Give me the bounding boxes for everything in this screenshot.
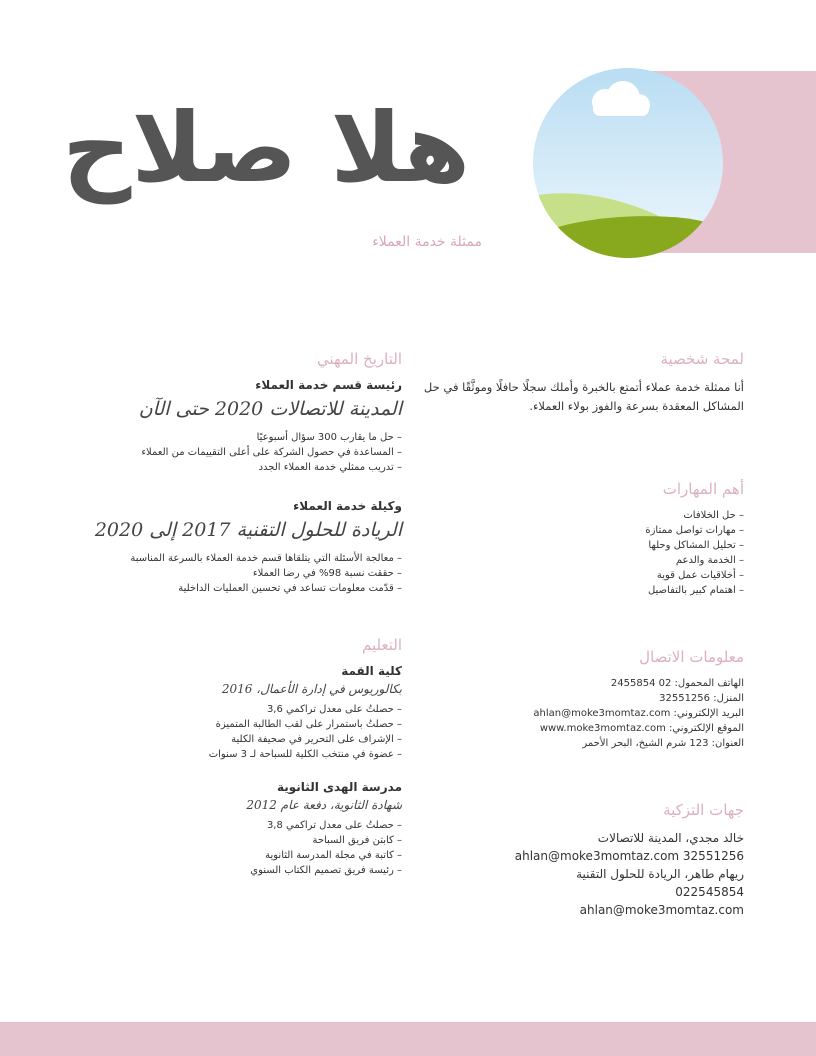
school-entry (60, 780, 402, 878)
profile-section (420, 350, 744, 416)
list-item: – اهتمام كبير بالتفاصيل (420, 583, 744, 598)
list-item: – حصلتُ على معدل تراكمي 3,6 (60, 702, 402, 717)
school-degree: شهادة الثانوية، دفعة عام 2012 (246, 798, 402, 812)
applicant-name: هلا صلاح (62, 92, 470, 204)
contact-website: الموقع الإلكتروني: www.moke3momtaz.com (539, 723, 744, 734)
job-company: المدينة للاتصالات 2020 حتى الآن (138, 398, 402, 420)
list-item: – رئيسة فريق تصميم الكتاب السنوي (60, 863, 402, 878)
job-role: رئيسة قسم خدمة العملاء (255, 378, 402, 392)
skills-list (420, 508, 744, 598)
school-bullets (60, 818, 402, 878)
contact-home-phone: المنزل: 32551256 (659, 693, 744, 704)
reference-line: خالد مجدي، المدينة للاتصالات (597, 831, 744, 845)
contact-address: العنوان: 123 شرم الشيخ، البحر الأحمر (582, 738, 744, 749)
profile-photo-landscape (533, 68, 723, 258)
list-item: – حل ما يقارب 300 سؤال أسبوعيًا (60, 430, 402, 445)
job-bullets (60, 430, 402, 475)
references-section (420, 801, 744, 919)
list-item: – الخدمة والدعم (420, 553, 744, 568)
list-item: – حصلتُ باستمرار على لقب الطالبة المتميزة (60, 717, 402, 732)
list-item: – الإشراف على التحرير في صحيفة الكلية (60, 732, 402, 747)
job-bullets (60, 551, 402, 596)
profile-heading: لمحة شخصية (660, 350, 744, 368)
experience-heading: التاريخ المهني (316, 350, 402, 368)
sidebar-column (420, 350, 744, 919)
skills-section (420, 480, 744, 598)
list-item: – مهارات تواصل ممتازة (420, 523, 744, 538)
list-item: – تدريب ممثلي خدمة العملاء الجدد (60, 460, 402, 475)
school-name: كلية القمة (341, 664, 402, 678)
job-title: ممثلة خدمة العملاء (372, 234, 482, 250)
contact-section (420, 648, 744, 751)
job-entry (60, 378, 402, 475)
school-bullets (60, 702, 402, 762)
reference-line: 022545854 (675, 885, 744, 899)
list-item: – معالجة الأسئلة التي يتلقاها قسم خدمة العملاء بالسرعة المناسبة (60, 551, 402, 566)
list-item: – كابتن فريق السباحة (60, 833, 402, 848)
school-degree: بكالوريوس في إدارة الأعمال، 2016 (221, 682, 402, 696)
reference-line: ahlan@moke3momtaz.com 32551256 (514, 849, 744, 863)
skills-heading: أهم المهارات (662, 480, 744, 498)
experience-section (60, 350, 402, 596)
education-section (60, 636, 402, 878)
contact-email: البريد الإلكتروني: ahlan@moke3momtaz.com (533, 708, 744, 719)
job-entry (60, 499, 402, 596)
list-item: – حصلتُ على معدل تراكمي 3,8 (60, 818, 402, 833)
list-item: – عضوة في منتخب الكلية للسباحة لـ 3 سنوات (60, 747, 402, 762)
job-company: الريادة للحلول التقنية 2017 إلى 2020 (94, 519, 402, 541)
references-heading: جهات التزكية (663, 801, 744, 819)
list-item: – أخلاقيات عمل قوية (420, 568, 744, 583)
list-item: – حل الخلافات (420, 508, 744, 523)
profile-text: أنا ممثلة خدمة عملاء أتمتع بالخبرة وأملك سجلًا حافلًا وموثَّقًا في حل المشاكل المعقدة بسرعة والفوز بولاء العملاء. (423, 380, 744, 413)
list-item: – المساعدة في حصول الشركة على أعلى التقييمات من العملاء (60, 445, 402, 460)
education-heading: التعليم (362, 636, 402, 654)
list-item: – حققت نسبة 98% في رضا العملاء (60, 566, 402, 581)
school-entry (60, 664, 402, 762)
contact-mobile: الهاتف المحمول: 02 2455854 (610, 678, 744, 689)
job-role: وكيلة خدمة العملاء (293, 499, 402, 513)
list-item: – تحليل المشاكل وحلها (420, 538, 744, 553)
school-name: مدرسة الهدى الثانوية (276, 780, 402, 794)
footer-accent-band (0, 1022, 816, 1056)
reference-line: ahlan@moke3momtaz.com (579, 903, 744, 917)
reference-line: ريهام طاهر، الريادة للحلول التقنية (576, 867, 744, 881)
list-item: – كاتبة في مجلة المدرسة الثانوية (60, 848, 402, 863)
list-item: – قدّمت معلومات تساعد في تحسين العمليات الداخلية (60, 581, 402, 596)
main-column (60, 350, 402, 878)
contact-heading: معلومات الاتصال (639, 648, 744, 666)
